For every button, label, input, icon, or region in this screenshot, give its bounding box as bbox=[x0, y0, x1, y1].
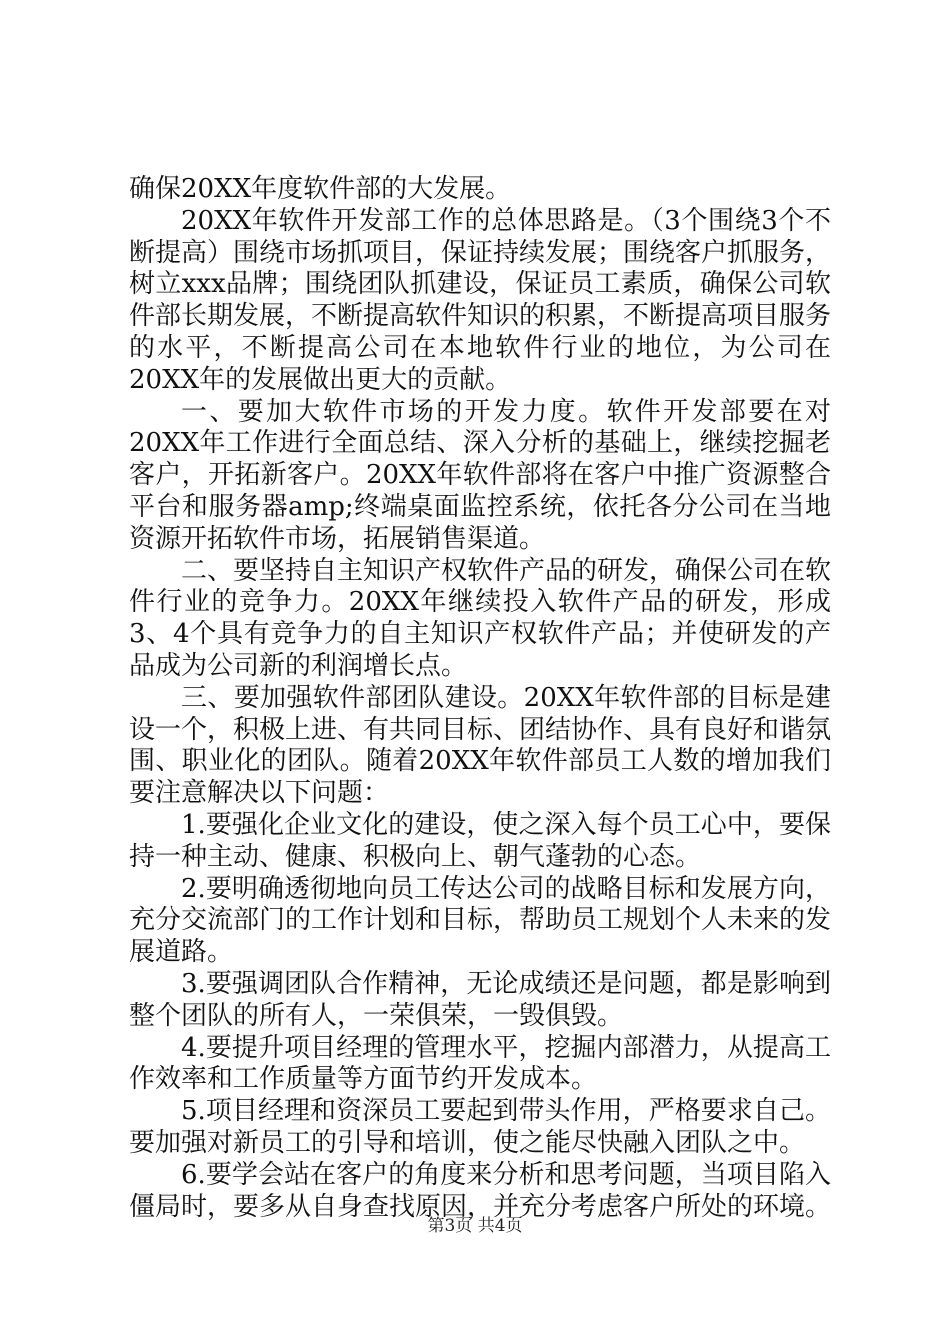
paragraph: 确保20XX年度软件部的大发展。 bbox=[129, 174, 512, 204]
list-item: 6.要学会站在客户的角度来分析和思考问题，当项目陷入僵局时，要多从自身查找原因，并充分考虑客户所处的环境。 bbox=[129, 1159, 832, 1222]
list-item: 3.要强调团队合作精神，无论成绩还是问题，都是影响到整个团队的所有人，一荣俱荣，一毁俱毁。 bbox=[129, 968, 831, 1031]
paragraph: 三、要加强软件部团队建设。20XX年软件部的目标是建设一个，积极上进、有共同目标、团结协作、具有良好和谐氛围、职业化的团队。随着20XX年软件部员工人数的增加我们要注意解决以下问题： bbox=[129, 682, 832, 809]
list-item: 5.项目经理和资深员工要起到带头作用，严格要求自己。要加强对新员工的引导和培训，使之能尽快融入团队之中。 bbox=[129, 1096, 831, 1158]
page-number-footer: 第3页 共4页 bbox=[427, 1216, 523, 1236]
list-item: 1.要强化企业文化的建设，使之深入每个员工心中，要保持一种主动、健康、积极向上、朝气蓬勃的心态。 bbox=[129, 809, 831, 872]
list-item: 2.要明确透彻地向员工传达公司的战略目标和发展方向，充分交流部门的工作计划和目标，帮助员工规划个人未来的发展道路。 bbox=[129, 873, 832, 968]
paragraph: 二、要坚持自主知识产权软件产品的研发，确保公司在软件行业的竞争力。20XX年继续投入软件产品的研发，形成3、4个具有竞争力的自主知识产权软件产品；并使研发的产品成为公司新的利润增长点。 bbox=[129, 555, 832, 681]
paragraph: 一、要加大软件市场的开发力度。软件开发部要在对20XX年工作进行全面总结、深入分析的基础上，继续挖掘老客户，开拓新客户。20XX年软件部将在客户中推广资源整合平台和服务器amp;终端桌面监控系统，依托各分公司在当地资源开拓软件市场，拓展销售渠道。 bbox=[129, 396, 831, 554]
paragraph: 20XX年软件开发部工作的总体思路是。（3个围绕3个不断提高）围绕市场抓项目，保证持续发展；围绕客户抓服务，树立xxx品牌；围绕团队抓建设，保证员工素质，确保公司软件部长期发展，不断提高软件知识的积累，不断提高项目服务的水平，不断提高公司在本地软件行业的地位，为公司在20XX年的发展做出更大的贡献。 bbox=[129, 205, 832, 395]
list-item: 4.要提升项目经理的管理水平，挖掘内部潜力，从提高工作效率和工作质量等方面节约开发成本。 bbox=[129, 1032, 831, 1095]
document-body bbox=[129, 174, 831, 1223]
